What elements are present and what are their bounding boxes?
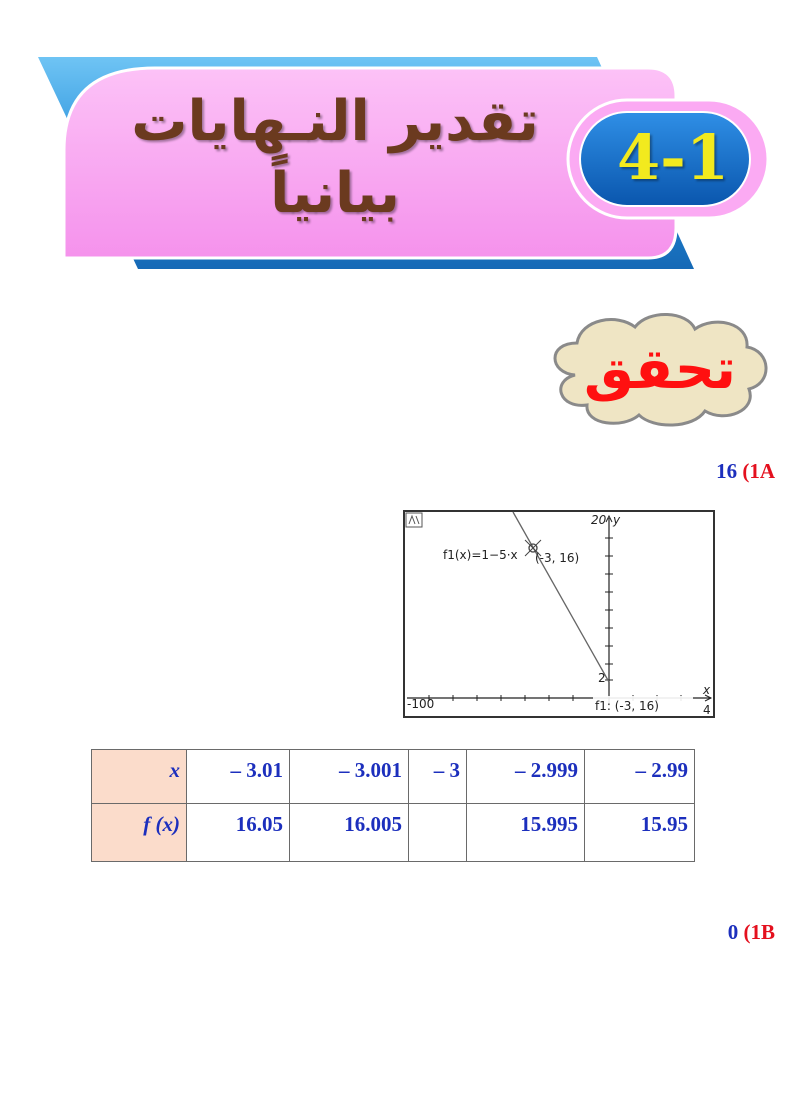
y-tick-label: 2 bbox=[598, 671, 606, 685]
check-label: تحقق bbox=[583, 337, 737, 402]
lesson-number: 4-1 bbox=[616, 121, 729, 194]
exercise-1b-label: (1B bbox=[743, 920, 775, 944]
calculator-graph bbox=[403, 510, 715, 718]
x-value: – 3.001 bbox=[290, 750, 409, 804]
fx-value: 15.995 bbox=[467, 804, 585, 862]
x-value: – 3 bbox=[409, 750, 467, 804]
graph-frame bbox=[404, 511, 714, 717]
x-value: – 2.99 bbox=[585, 750, 695, 804]
fx-value bbox=[409, 804, 467, 862]
lesson-title-line-1: تقدير النـهايات bbox=[131, 89, 539, 154]
y-axis-max-label: 20 bbox=[591, 513, 607, 527]
point-label: (-3, 16) bbox=[535, 551, 580, 565]
lesson-title-line-2: بيانياً bbox=[270, 161, 400, 226]
exercise-1a-answer: 16 bbox=[716, 459, 738, 483]
exercise-1b-answer: 0 bbox=[727, 920, 739, 944]
table-row-x bbox=[92, 750, 695, 804]
exercise-1a-label: (1A bbox=[742, 459, 775, 483]
fx-value: 16.05 bbox=[187, 804, 290, 862]
trace-label: f1: (-3, 16) bbox=[595, 699, 659, 713]
fx-header: f (x) bbox=[92, 804, 187, 862]
x-axis-min-label: -100 bbox=[407, 697, 435, 711]
fx-value: 15.95 bbox=[585, 804, 695, 862]
fx-value: 16.005 bbox=[290, 804, 409, 862]
exercise-1a bbox=[716, 459, 775, 484]
exercise-1b bbox=[728, 920, 775, 945]
x-header: x bbox=[92, 750, 187, 804]
y-axis-name: y bbox=[613, 513, 621, 527]
x-axis-name: x bbox=[703, 683, 711, 697]
table-row-fx bbox=[92, 804, 695, 862]
x-value: – 2.999 bbox=[467, 750, 585, 804]
x-axis-max-label: 4 bbox=[703, 703, 711, 717]
function-label: f1(x)=1−5·x bbox=[443, 548, 518, 562]
x-value: – 3.01 bbox=[187, 750, 290, 804]
values-table bbox=[91, 749, 695, 862]
